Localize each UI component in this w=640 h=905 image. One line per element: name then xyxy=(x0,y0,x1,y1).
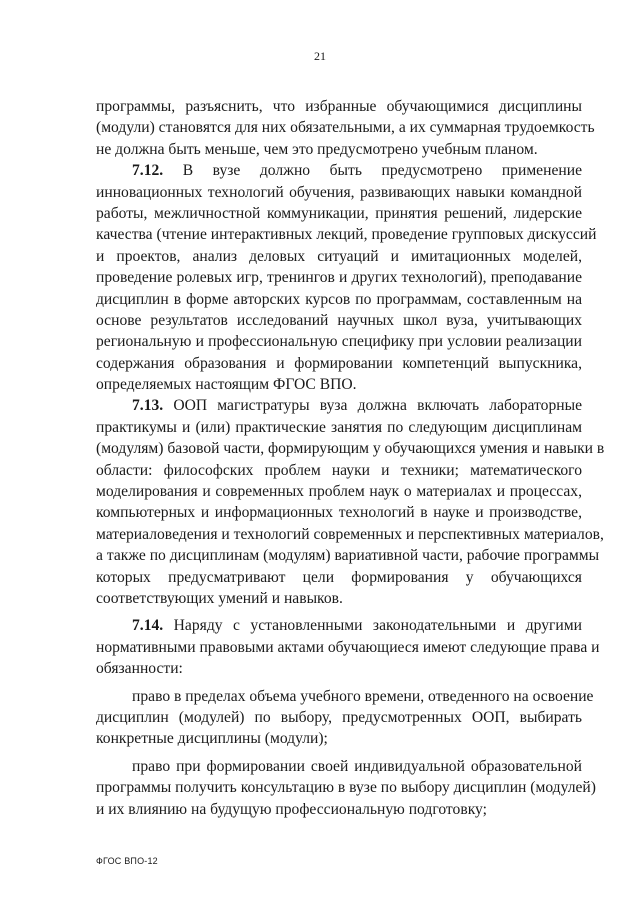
text-line xyxy=(96,395,582,416)
text-line: обязанности: xyxy=(96,660,183,678)
section-lead-text: В вузе должно быть предусмотрено применение xyxy=(163,162,582,180)
text-line: (модули) становятся для них обязательными, а их суммарная трудоемкость xyxy=(96,119,595,137)
text-line: право при формировании своей индивидуальной образовательной xyxy=(132,757,582,775)
section-number: 7.12. xyxy=(132,162,164,180)
text-line: определяемых настоящим ФГОС ВПО. xyxy=(96,376,357,394)
text-line: компьютерных и информационных технологий в науке и производстве, xyxy=(96,504,582,522)
text-line: основе результатов исследований научных школ вуза, учитывающих xyxy=(96,311,582,329)
section-7-14 xyxy=(96,615,600,679)
text-line: и проектов, анализ деловых ситуаций и имитационных моделей, xyxy=(96,247,582,265)
section-7-12 xyxy=(96,160,597,395)
text-line: программы получить консультацию в вузе по выбору дисциплин (модулей) xyxy=(96,779,596,797)
text-line: содержания образования и формировании компетенций выпускника, xyxy=(96,354,582,372)
text-line: не должна быть меньше, чем это предусмотрено учебным планом. xyxy=(96,140,538,158)
section-number: 7.13. xyxy=(132,397,164,415)
section-lead-text: Наряду с установленными законодательными и другими xyxy=(163,617,582,635)
right-item-consultation xyxy=(96,756,596,820)
section-lead-text: ООП магистратуры вуза должна включать лабораторные xyxy=(163,397,582,415)
text-line: работы, межличностной коммуникации, принятия решений, лидерские xyxy=(96,204,582,222)
text-line: конкретные дисциплины (модули); xyxy=(96,730,328,748)
page-number: 21 xyxy=(314,49,326,63)
text-line: качества (чтение интерактивных лекций, проведение групповых дискуссий xyxy=(96,226,597,244)
paragraph-continuation xyxy=(96,96,595,160)
text-line: инновационных технологий обучения, развивающих навыки командной xyxy=(96,183,582,201)
text-line: программы, разъяснить, что избранные обучающимися дисциплины xyxy=(96,98,582,115)
text-line xyxy=(96,160,582,181)
text-line: практикумы и (или) практические занятия по следующим дисциплинам xyxy=(96,418,582,436)
text-line: право в пределах объема учебного времени, отведенного на освоение xyxy=(132,687,594,705)
text-line: которых предусматривают цели формирования у обучающихся xyxy=(96,568,582,586)
text-line: нормативными правовыми актами обучающиеся имеют следующие права и xyxy=(96,638,600,656)
text-line: области: философских проблем науки и техники; математического xyxy=(96,461,582,479)
text-line: региональную и профессиональную специфику при условии реализации xyxy=(96,333,582,351)
section-7-13 xyxy=(96,395,605,609)
text-line: дисциплин в форме авторских курсов по программам, составленным на xyxy=(96,290,582,308)
text-line: дисциплин (модулей) по выбору, предусмотренных ООП, выбирать xyxy=(96,708,582,726)
section-number: 7.14. xyxy=(132,617,164,635)
text-line: и их влиянию на будущую профессиональную подготовку; xyxy=(96,800,487,818)
right-item-choice xyxy=(96,686,594,750)
document-footer-code: ФГОС ВПО-12 xyxy=(96,856,158,866)
text-line xyxy=(96,615,582,636)
text-line: соответствующих умений и навыков. xyxy=(96,589,343,607)
text-line: (модулям) базовой части, формирующим у обучающихся умения и навыки в xyxy=(96,440,605,458)
document-body xyxy=(96,96,605,820)
text-line: а также по дисциплинам (модулям) вариативной части, рабочие программы xyxy=(96,547,600,565)
text-line: проведение ролевых игр, тренингов и других технологий), преподавание xyxy=(96,269,582,287)
text-line: материаловедения и технологий современных и перспективных материалов, xyxy=(96,525,604,543)
text-line: моделирования и современных проблем наук о материалах и процессах, xyxy=(96,483,582,501)
